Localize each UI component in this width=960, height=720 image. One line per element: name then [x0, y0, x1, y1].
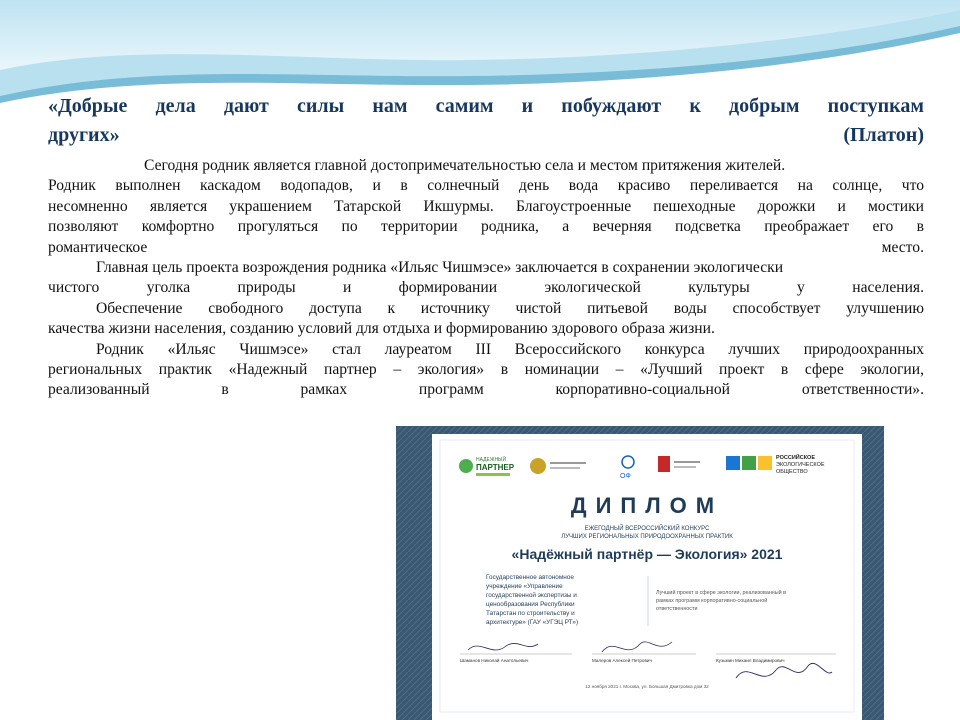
p2-line-1: Главная цель проекта возрождения родника «Ильяс Чишмэсе» заключается в сохранении экологически	[96, 259, 784, 277]
svg-text:ОФ: ОФ	[620, 473, 631, 480]
nomination-line-3: ответственности	[656, 606, 698, 612]
awardee-line-3: государственной экспертизы и	[486, 592, 577, 599]
p1-line-1: Сегодня родник является главной достопримечательностью села и местом притяжения жителей.	[144, 157, 786, 174]
diploma-subtitle-2: ЛУЧШИХ РЕГИОНАЛЬНЫХ ПРИРОДООХРАННЫХ ПРАКТИК	[561, 534, 733, 540]
p3-line-1: Обеспечение свободного доступа к источнику чистой питьевой воды способствует улучшению	[96, 299, 924, 317]
p1-line-3: несомненно является украшением Татарской Икшурмы. Благоустроенные пешеходные дорожки и мостики	[48, 197, 924, 215]
diploma-subtitle-1: ЕЖЕГОДНЫЙ ВСЕРОССИЙСКИЙ КОНКУРС	[584, 526, 710, 532]
svg-text:Шаманов Николай Анатольевич: Шаманов Николай Анатольевич	[460, 658, 529, 663]
diploma-contest-name: «Надёжный партнёр — Экология» 2021	[511, 546, 783, 562]
p1-line-4: позволяют комфортно прогуляться по территории родника, а вечерняя подсветка преображает его в	[48, 218, 924, 236]
p1-line-2: Родник выполнен каскадом водопадов, и в солнечный день вода красиво переливается на солнце, что	[48, 177, 924, 195]
p1-line-5: романтическое место.	[48, 238, 924, 256]
quote-line-2	[48, 121, 924, 150]
svg-text:Малеров Алексей Петрович: Малеров Алексей Петрович	[592, 658, 652, 663]
p2-line-2: чистого уголка природы и формировании экологической культуры у населения.	[48, 279, 924, 297]
diploma-footer: 12 ноября 2021 г. Москва, ул. Большая Дмитровка дом 32	[585, 684, 709, 689]
quote-text-end: других»	[48, 124, 120, 146]
svg-text:НАДЕЖНЫЙ: НАДЕЖНЫЙ	[476, 457, 507, 463]
awardee-line-1: Государственное автономное	[486, 574, 574, 581]
paragraph-3	[48, 299, 924, 340]
awardee-line-2: учреждение «Управление	[486, 583, 563, 590]
quote-block	[48, 92, 924, 150]
awardee-line-6: архитектуре» (ГАУ «УГЭЦ РТ»)	[486, 619, 579, 626]
diploma-title: ДИПЛОМ	[570, 493, 724, 518]
svg-text:РОССИЙСКОЕ: РОССИЙСКОЕ	[776, 455, 815, 461]
svg-text:ЭКОЛОГИЧЕСКОЕ: ЭКОЛОГИЧЕСКОЕ	[776, 462, 825, 468]
nomination-line-2: рамках программ корпоративно-социальной	[656, 598, 768, 604]
svg-text:ПАРТНЕР: ПАРТНЕР	[476, 463, 515, 472]
paragraph-2	[48, 258, 924, 299]
p4-line-2: региональных практик «Надежный партнер – экология» в номинации – «Лучший проект в сфере экологии,	[48, 361, 924, 379]
nomination-line-1: Лучший проект в сфере экологии, реализованный в	[656, 590, 787, 596]
svg-text:ОБЩЕСТВО: ОБЩЕСТВО	[776, 469, 808, 475]
quote-line-1: «Добрые дела дают силы нам самим и побуждают к добрым поступкам	[48, 95, 924, 117]
svg-text:Кузьмин Михаил Владимирович: Кузьмин Михаил Владимирович	[716, 658, 785, 663]
quote-author: (Платон)	[843, 124, 924, 146]
body-text	[48, 156, 924, 401]
awardee-line-5: Татарстан по строительству и	[486, 610, 575, 617]
paragraph-4	[48, 340, 924, 401]
paragraph-1	[48, 156, 924, 258]
p3-line-2: качества жизни населения, созданию условий для отдыха и формированию здорового образа жизни.	[48, 320, 715, 338]
awardee-line-4: ценообразования Республики	[486, 601, 575, 608]
p4-line-1: Родник «Ильяс Чишмэсе» стал лауреатом III Всероссийского конкурса лучших природоохранных	[96, 340, 924, 358]
diploma-photo	[396, 426, 884, 720]
p4-line-3: реализованный в рамках программ корпоративно-социальной ответственности».	[48, 381, 924, 399]
